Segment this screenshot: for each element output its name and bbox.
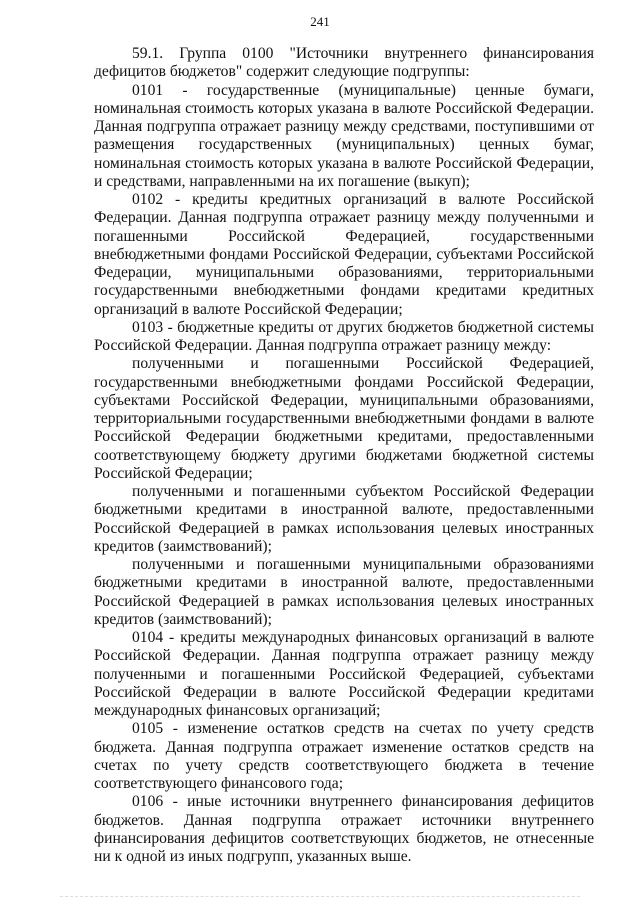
paragraph-subgroup-0102: 0102 - кредиты кредитных организаций в валюте Российской Федерации. Данная подгруппа отражает разницу между полученными и погашенными Российской Федерацией, государственными внебюджетными фондами Российской Федерации, субъектами Российской Федерации, муниципальными образованиями, территориальными государственными внебюджетными фондами кредитами кредитных организаций в валюте Российской Федерации; [94, 191, 594, 318]
paragraph-0103-item-municipal: полученными и погашенными муниципальными образованиями бюджетными кредитами в иностранной валюте, предоставленными Российской Федерацией в рамках использования целевых иностранных кредитов (заимствований); [94, 556, 594, 628]
document-body [94, 45, 594, 866]
paragraph-subgroup-0104: 0104 - кредиты международных финансовых организаций в валюте Российской Федерации. Данная подгруппа отражает разницу между полученными и погашенными Российской Федерацией, субъектами Российской Федерации в валюте Российской Федерации кредитами международных финансовых организаций; [94, 629, 594, 719]
scan-bottom-edge [60, 896, 580, 898]
paragraph-group-0100-intro: 59.1. Группа 0100 "Источники внутреннего финансирования дефицитов бюджетов" содержит следующие подгруппы: [94, 45, 594, 81]
paragraph-subgroup-0101: 0101 - государственные (муниципальные) ценные бумаги, номинальная стоимость которых указана в валюте Российской Федерации. Данная подгруппа отражает разницу между средствами, поступившими от размещения государственных (муниципальных) ценных бумаг, номинальная стоимость которых указана в валюте Российской Федерации, и средствами, направленными на их погашение (выкуп); [94, 81, 594, 190]
page-number: 241 [310, 14, 330, 29]
paragraph-subgroup-0106: 0106 - иные источники внутреннего финансирования дефицитов бюджетов. Данная подгруппа отражает источники внутреннего финансирования дефицитов соответствующих бюджетов, не отнесенные ни к одной из иных подгрупп, указанных выше. [94, 793, 594, 865]
paragraph-0103-item-regional: полученными и погашенными субъектом Российской Федерации бюджетными кредитами в иностранной валюте, предоставленными Российской Федерацией в рамках использования целевых иностранных кредитов (заимствований); [94, 483, 594, 555]
paragraph-subgroup-0103: 0103 - бюджетные кредиты от других бюджетов бюджетной системы Российской Федерации. Данная подгруппа отражает разницу между: [94, 318, 594, 354]
paragraph-subgroup-0105: 0105 - изменение остатков средств на счетах по учету средств бюджета. Данная подгруппа отражает изменение остатков средств на счетах по учету средств соответствующего бюджета в течение соответствующего финансового года; [94, 720, 594, 792]
paragraph-0103-item-federal: полученными и погашенными Российской Федерацией, государственными внебюджетными фондами Российской Федерации, субъектами Российской Федерации, муниципальными образованиями, территориальными государственными внебюджетными фондами в валюте Российской Федерации бюджетными кредитами, предоставленными соответствующему бюджету другими бюджетами бюджетной системы Российской Федерации; [94, 355, 594, 482]
